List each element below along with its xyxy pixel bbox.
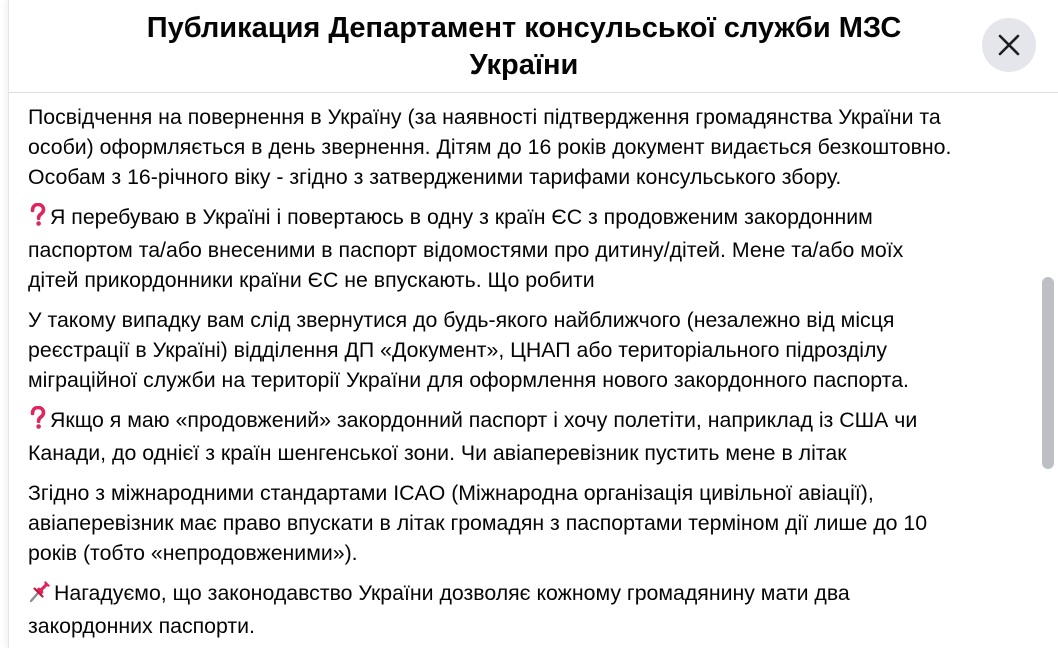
- text-line: Нагадуємо, що законодавство України дозволяє кожному громадянину мати два: [54, 581, 850, 605]
- text-line: дітей прикордонники країни ЄС не впускають. Що робити: [28, 268, 595, 292]
- text-line-with-icon: [28, 578, 1028, 611]
- text-line: У такому випадку вам слід звернутися до будь-якого найближчого (незалежно від місця: [28, 308, 895, 332]
- text-line: Я перебуваю в Україні і повертаюсь в одну з країн ЄС з продовженим закордонним: [50, 205, 873, 229]
- text-line: реєстрації в Україні) відділення ДП «Документ», ЦНАП або територіального підрозділу: [28, 338, 888, 362]
- scrollbar-thumb[interactable]: [1042, 277, 1054, 469]
- post-paragraph: [28, 305, 1028, 395]
- text-line: Якщо я маю «продовжений» закордонний паспорт і хочу полетіти, наприклад із США чи: [50, 408, 918, 432]
- text-line: Особам з 16-річного віку - згідно з затвердженими тарифами консульського збору.: [28, 165, 842, 189]
- text-line: Канади, до однієї з країн шенгенської зони. Чи авіаперевізник пустить мене в літак: [28, 441, 847, 465]
- question-mark-icon: [28, 406, 48, 438]
- post-paragraph-reminder: [28, 578, 1028, 641]
- text-line: Посвідчення на повернення в Україну (за наявності підтвердження громадянства України та: [28, 105, 941, 129]
- post-paragraph-question: [28, 202, 1028, 295]
- text-line-with-icon: [28, 405, 1028, 438]
- post-paragraph-question: [28, 405, 1028, 468]
- post-content: [28, 102, 1028, 648]
- question-mark-icon: [28, 203, 48, 235]
- text-line: особи) оформляється в день звернення. Дітям до 16 років документ видається безкоштовно.: [28, 135, 952, 159]
- text-line: авіаперевізник має право впускати в літак громадян з паспортами терміном дії лише до 10: [28, 511, 928, 535]
- close-button[interactable]: [982, 18, 1036, 72]
- pushpin-icon: [28, 579, 52, 611]
- dialog-title: [119, 10, 929, 84]
- post-paragraph: [28, 478, 1028, 568]
- close-icon: [997, 33, 1021, 57]
- text-line: міграційної служби на території України для оформлення нового закордонного паспорта.: [28, 368, 909, 392]
- post-dialog: [8, 0, 1058, 648]
- text-line-with-icon: [28, 202, 1028, 235]
- text-line: паспортом та/або внесеними в паспорт відомостями про дитину/дітей. Мене та/або моїх: [28, 238, 904, 262]
- post-paragraph: [28, 102, 1028, 192]
- dialog-title-line-2: України: [469, 49, 579, 81]
- dialog-header: [9, 0, 1058, 93]
- text-line: закордонних паспорти.: [28, 614, 255, 638]
- text-line: років (тобто «непродовженими»).: [28, 541, 358, 565]
- dialog-title-line-1: Публикация Департамент консульської служби МЗС: [146, 12, 902, 44]
- text-line: Згідно з міжнародними стандартами ICAO (Міжнародна організація цивільної авіації),: [28, 481, 874, 505]
